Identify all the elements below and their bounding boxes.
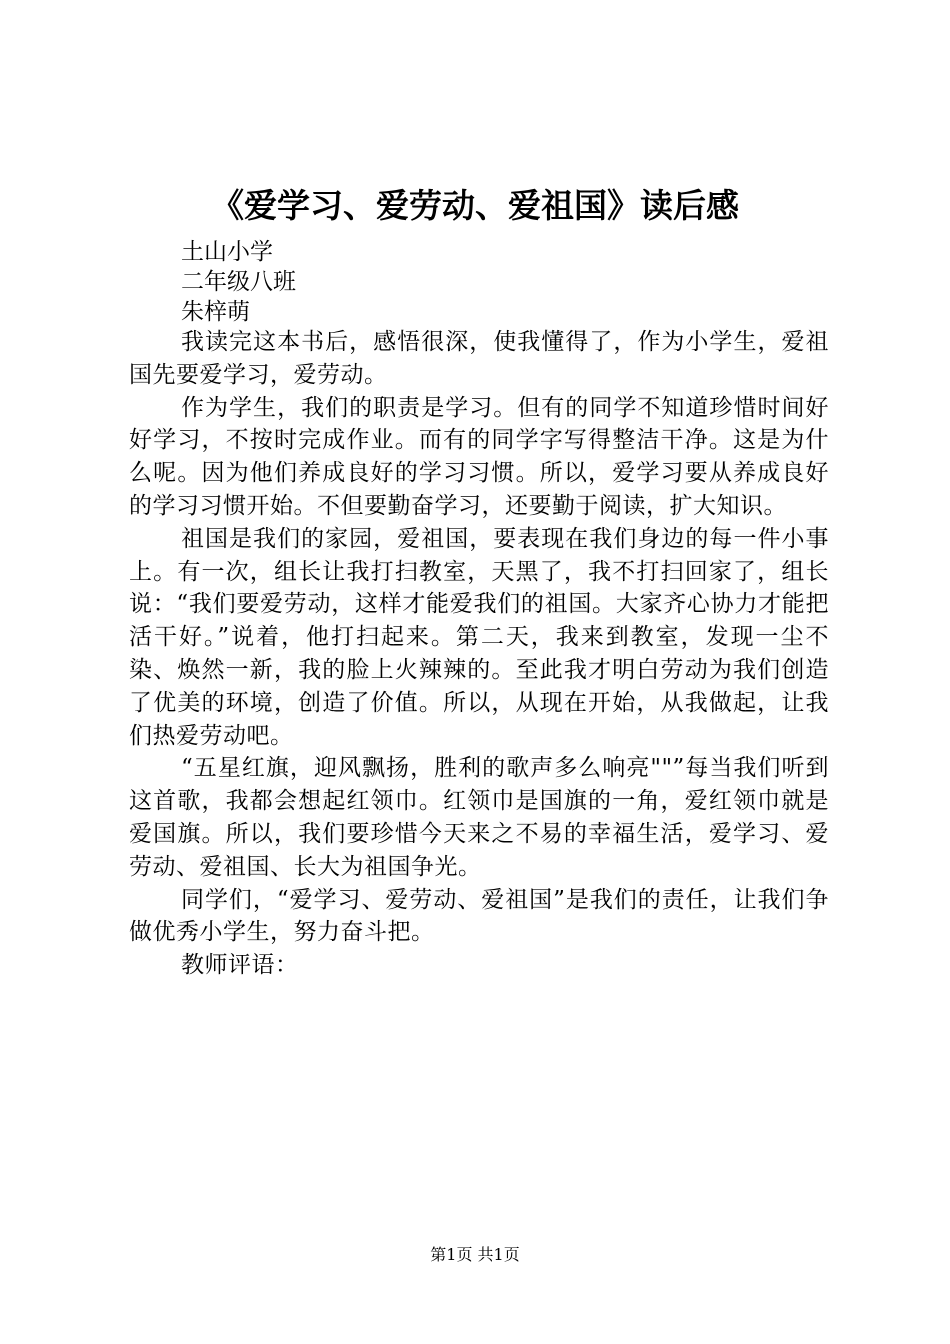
document-title: 《爱学习、爱劳动、爱祖国》读后感 bbox=[211, 186, 739, 225]
teacher-comment-label: 教师评语： bbox=[181, 952, 299, 979]
class-name: 二年级八班 bbox=[181, 269, 296, 295]
paragraph: 作为学生，我们的职责是学习。但有的同学不知道珍惜时间好好学习，不按时完成作业。而有的同学字写得整洁干净。这是为什么呢。因为他们养成良好的学习习惯。所以，爱学习要从养成良好的学习习惯开始。不但要勤奋学习，还要勤于阅读，扩大知识。 bbox=[129, 394, 829, 519]
author-name: 朱梓萌 bbox=[181, 299, 250, 325]
page-number-footer: 第1页 共1页 bbox=[430, 1245, 520, 1264]
paragraph: 我读完这本书后，感悟很深，使我懂得了，作为小学生，爱祖国先要爱学习，爱劳动。 bbox=[129, 329, 829, 388]
essay-body bbox=[129, 326, 829, 982]
school-name: 土山小学 bbox=[181, 239, 273, 265]
paragraph: 同学们，“爱学习、爱劳动、爱祖国”是我们的责任，让我们争做优秀小学生，努力奋斗把。 bbox=[129, 886, 829, 946]
paragraph: “五星红旗，迎风飘扬，胜利的歌声多么响亮""”每当我们听到这首歌，我都会想起红领巾。红领巾是国旗的一角，爱红领巾就是爱国旗。所以，我们要珍惜今天来之不易的幸福生活，爱学习、爱劳动、爱祖国、长大为祖国争光。 bbox=[129, 755, 829, 880]
paragraph: 祖国是我们的家园，爱祖国，要表现在我们身边的每一件小事上。有一次，组长让我打扫教室，天黑了，我不打扫回家了，组长说：“我们要爱劳动，这样才能爱我们的祖国。大家齐心协力才能把活干好。”说着，他打扫起来。第二天，我来到教室，发现一尘不染、焕然一新，我的脸上火辣辣的。至此我才明白劳动为我们创造了优美的环境，创造了价值。所以，从现在开始，从我做起，让我们热爱劳动吧。 bbox=[129, 525, 829, 749]
